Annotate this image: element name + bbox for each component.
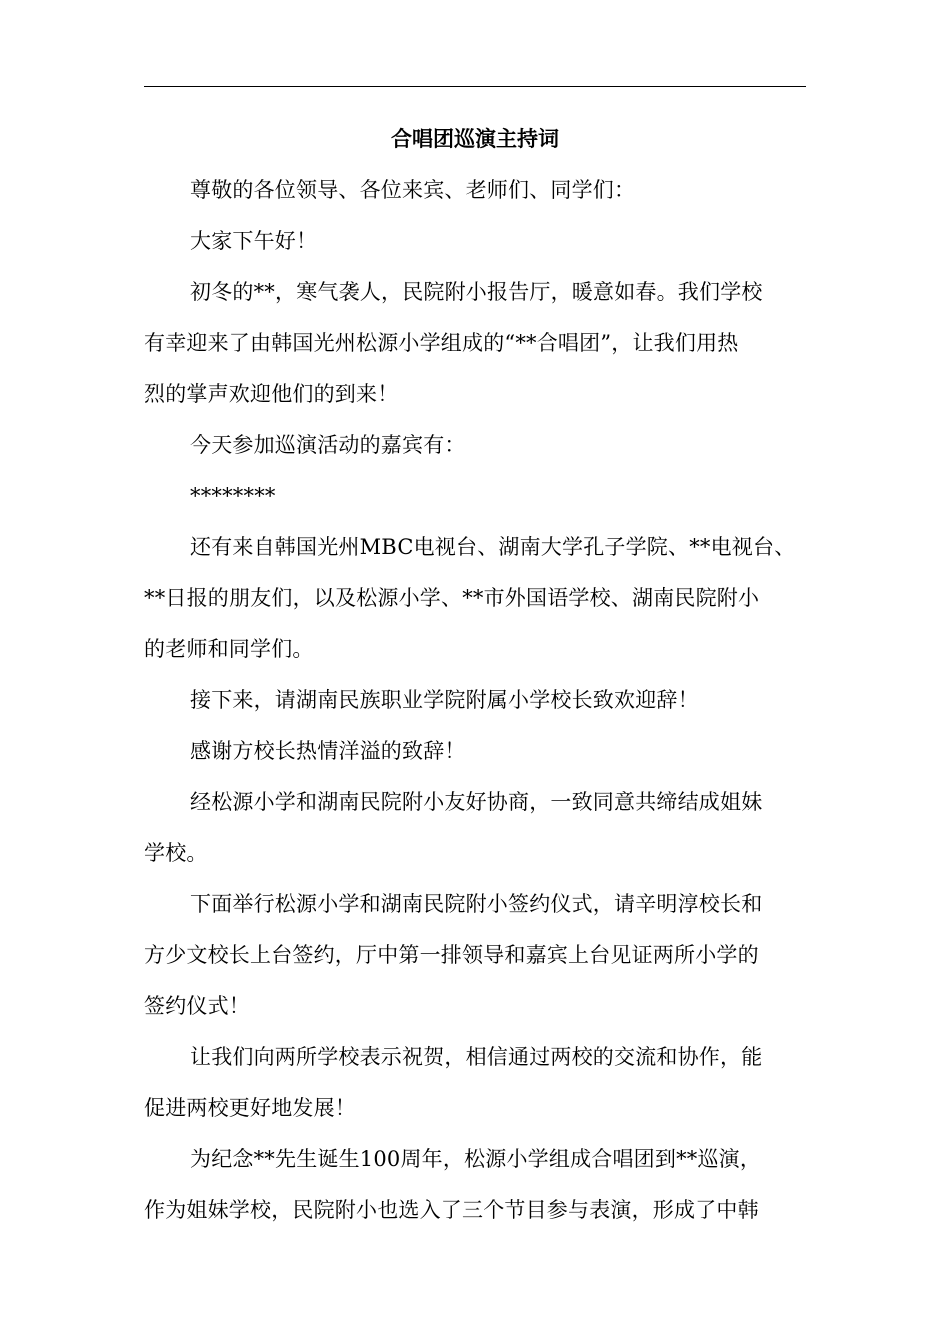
body-line: 促进两校更好地发展！	[144, 1096, 356, 1120]
body-line: ********	[190, 484, 276, 508]
body-line: 下面举行松源小学和湖南民院附小签约仪式，请辛明淳校长和	[190, 892, 763, 916]
body-line: 经松源小学和湖南民院附小友好协商，一致同意共缔结成姐妹	[190, 790, 763, 814]
body-line: 签约仪式！	[144, 994, 250, 1018]
document-title: 合唱团巡演主持词	[391, 127, 559, 151]
body-line: 烈的掌声欢迎他们的到来！	[144, 382, 399, 406]
body-line: 接下来，请湖南民族职业学院附属小学校长致欢迎辞！	[190, 688, 699, 712]
body-line: 初冬的**，寒气袭人，民院附小报告厅，暖意如春。我们学校	[190, 280, 763, 304]
body-line: 感谢方校长热情洋溢的致辞！	[190, 739, 466, 763]
body-line: 尊敬的各位领导、各位来宾、老师们、同学们：	[190, 178, 636, 202]
body-line: 作为姐妹学校，民院附小也选入了三个节目参与表演，形成了中韩	[144, 1198, 759, 1222]
body-line: 学校。	[144, 841, 208, 865]
body-line: 还有来自韩国光州MBC电视台、湖南大学孔子学院、**电视台、	[190, 535, 796, 559]
body-line: **日报的朋友们，以及松源小学、**市外国语学校、湖南民院附小	[144, 586, 760, 610]
body-line: 有幸迎来了由韩国光州松源小学组成的“**合唱团”，让我们用热	[144, 331, 739, 355]
body-line: 让我们向两所学校表示祝贺，相信通过两校的交流和协作，能	[190, 1045, 763, 1069]
body-line: 今天参加巡演活动的嘉宾有：	[190, 433, 466, 457]
body-line: 为纪念**先生诞生100周年，松源小学组成合唱团到**巡演，	[190, 1147, 762, 1171]
header-rule	[144, 86, 806, 87]
body-line: 方少文校长上台签约，厅中第一排领导和嘉宾上台见证两所小学的	[144, 943, 759, 967]
body-line: 的老师和同学们。	[144, 637, 314, 661]
body-line: 大家下午好！	[190, 229, 318, 253]
